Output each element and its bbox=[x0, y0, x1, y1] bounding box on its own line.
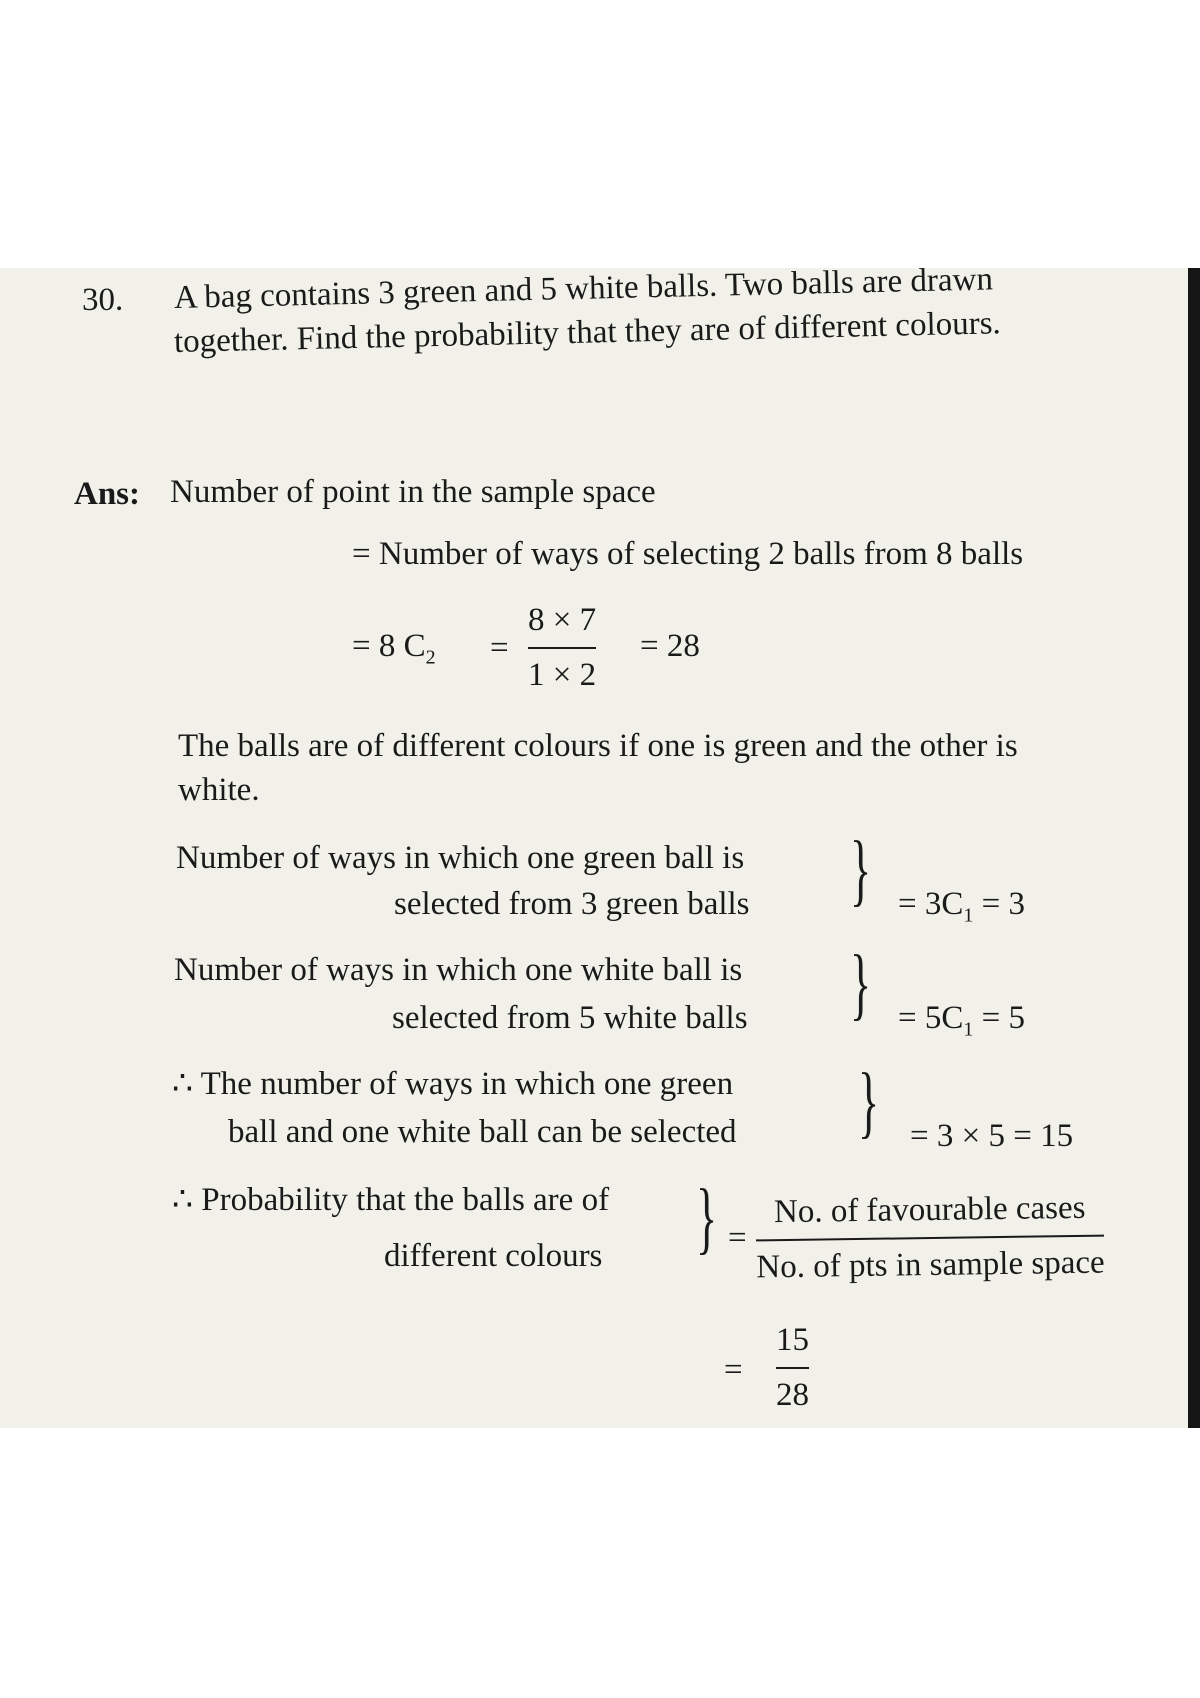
fraction-denominator: 1 × 2 bbox=[528, 657, 597, 693]
probability-equals: = bbox=[728, 1220, 747, 1256]
green-result: = $3C_1 = 3$ bbox=[898, 886, 1025, 927]
step1-line: = Number of ways of selecting 2 balls from 8 balls bbox=[352, 536, 1024, 572]
answer-label: Ans: bbox=[74, 476, 141, 512]
fraction-numerator: 8 × 7 bbox=[528, 602, 597, 638]
final-fraction bbox=[776, 1322, 809, 1414]
different-colours-line-2: white. bbox=[178, 772, 260, 808]
probability-line-1: ∴ Probability that the balls are of bbox=[172, 1182, 610, 1218]
white-ways-line-1: Number of ways in which one white ball is bbox=[174, 952, 743, 988]
both-ways-line-1: ∴ The number of ways in which one green bbox=[172, 1066, 734, 1102]
question-line-1: A bag contains 3 green and 5 white balls. Two balls are drawn bbox=[173, 261, 994, 316]
different-colours-line-1: The balls are of different colours if one is green and the other is bbox=[178, 728, 1018, 764]
question-line-2: together. Find the probability that they are of different colours. bbox=[173, 305, 1002, 360]
both-result: = 3 × 5 = 15 bbox=[910, 1118, 1074, 1154]
final-numerator: 15 bbox=[776, 1322, 809, 1358]
white-result: = $5C_1 = 5$ bbox=[898, 1000, 1025, 1041]
favourable-cases-label: No. of favourable cases bbox=[773, 1189, 1086, 1231]
right-brace: } bbox=[850, 940, 872, 1028]
final-equals: = bbox=[724, 1352, 743, 1388]
step2-equals: = bbox=[490, 630, 509, 666]
right-brace: } bbox=[696, 1174, 718, 1262]
combination-8c2: = 8 $C_2$ bbox=[352, 628, 436, 669]
white-ways-line-2: selected from 5 white balls bbox=[392, 1000, 748, 1036]
sample-space-label: No. of pts in sample space bbox=[756, 1244, 1105, 1286]
both-ways-line-2: ball and one white ball can be selected bbox=[228, 1114, 737, 1150]
question-number: 30. bbox=[82, 282, 124, 318]
answer-intro: Number of point in the sample space bbox=[170, 474, 656, 510]
green-ways-line-1: Number of ways in which one green ball is bbox=[176, 840, 745, 876]
probability-formula-fraction bbox=[755, 1190, 1105, 1287]
step2-result: = 28 bbox=[640, 628, 700, 664]
page-edge-shadow bbox=[1188, 268, 1200, 1428]
final-denominator: 28 bbox=[776, 1377, 809, 1413]
probability-line-2: different colours bbox=[384, 1238, 603, 1274]
right-brace: } bbox=[850, 826, 872, 914]
fraction-8x7-over-1x2 bbox=[528, 602, 596, 694]
green-ways-line-2: selected from 3 green balls bbox=[394, 886, 750, 922]
right-brace: } bbox=[858, 1058, 880, 1146]
